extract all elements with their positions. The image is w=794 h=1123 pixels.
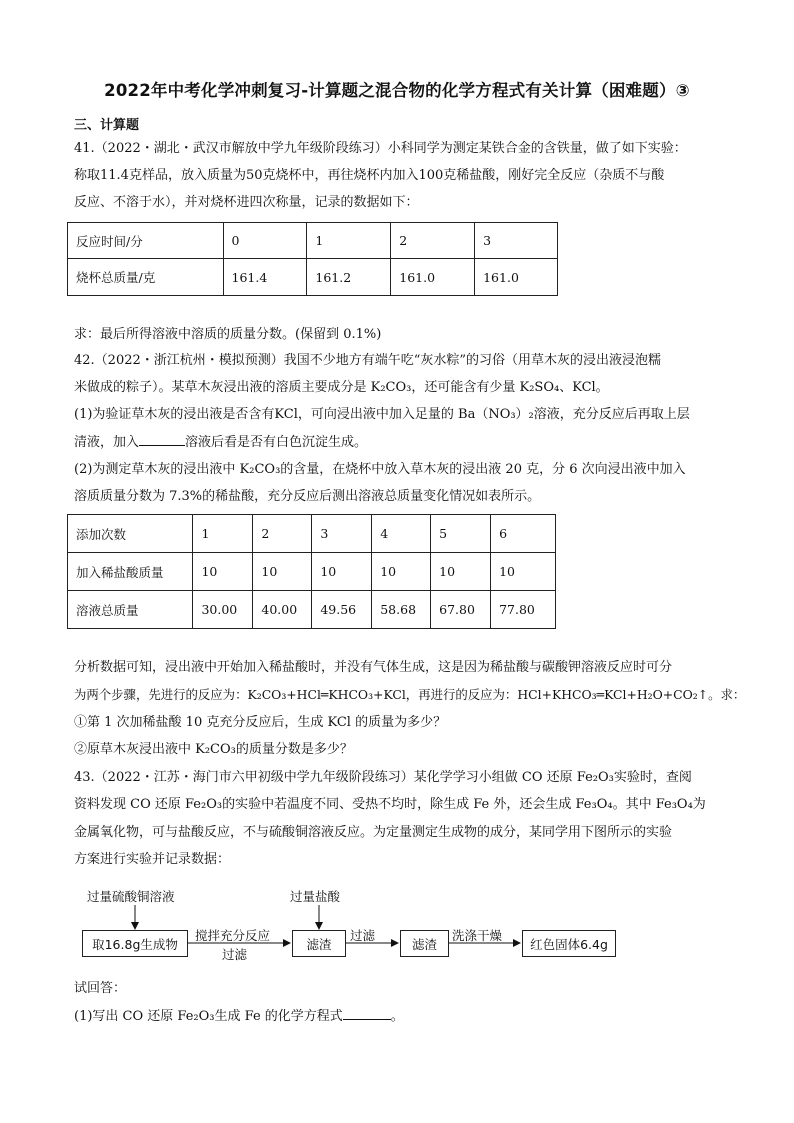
answer-blank[interactable] [139, 433, 185, 446]
table-cell: 49.56 [312, 591, 372, 629]
flow-box-result: 红色固体6.4g [522, 930, 616, 957]
table-cell: 161.0 [391, 259, 475, 296]
q42-line1: 42.（2022・浙江杭州・模拟预测）我国不少地方有端午吃“灰水粽”的习俗（用草木灰的浸出液浸泡糯 [74, 353, 662, 368]
table-cell: 161.4 [223, 259, 307, 296]
table-cell: 10 [372, 553, 431, 591]
q41-line1: 41.（2022・湖北・武汉市解放中学九年级阶段练习）小科同学为测定某铁合金的含铁量，做了如下实验： [74, 141, 687, 156]
q41-ask: 求：最后所得溶液中溶质的质量分数。(保留到 0.1%) [74, 327, 382, 342]
table-cell: 1 [193, 515, 253, 553]
flow-step2: 过滤 [350, 928, 376, 943]
q42-line2: 米做成的粽子）。某草木灰浸出液的溶质主要成分是 K₂CO₃，还可能含有少量 K₂SO₄、KCl。 [74, 380, 609, 395]
q43-answer-prompt: 试回答： [74, 981, 127, 996]
table-cell: 3 [475, 223, 558, 259]
table-cell: 1 [307, 223, 391, 259]
q43-line1: 43.（2022・江苏・海门市六甲初级中学九年级阶段练习）某化学学习小组做 CO 还原 Fe₂O₃实验时，查阅 [74, 770, 692, 785]
table-row [68, 223, 558, 259]
table-cell: 10 [312, 553, 372, 591]
q42-part1-text-pre: 清液，加入 [74, 435, 140, 450]
q42-ask1: ①第 1 次加稀盐酸 10 克充分反应后，生成 KCl 的质量为多少？ [74, 715, 447, 730]
answer-blank[interactable] [343, 1007, 391, 1020]
table-cell: 30.00 [193, 591, 253, 629]
flow-step3: 洗涤干燥 [452, 928, 503, 943]
q43-line3: 金属氧化物，可与盐酸反应，不与硫酸铜溶液反应。为定量测定生成物的成分，某同学用下图所示的实验 [74, 825, 673, 840]
q42-analysis-line2: 为两个步骤，先进行的反应为：K₂CO₃+HCl═KHCO₃+KCl，再进行的反应为：HCl+KHCO₃═KCl+H₂O+CO₂↑。求： [74, 687, 746, 702]
table-cell: 溶液总质量 [68, 591, 193, 629]
q42-part2-line1: (2)为测定草木灰的浸出液中 K₂CO₃的含量，在烧杯中放入草木灰的浸出液 20 克，分 6 次向浸出液中加入 [74, 462, 686, 477]
table-cell: 6 [491, 515, 556, 553]
table-cell: 加入稀盐酸质量 [68, 553, 193, 591]
table-cell: 3 [312, 515, 372, 553]
table-cell: 2 [253, 515, 312, 553]
table-row [68, 259, 558, 296]
q43-part1-text-pre: (1)写出 CO 还原 Fe₂O₃生成 Fe 的化学方程式 [74, 1009, 343, 1024]
table-cell: 10 [491, 553, 556, 591]
flow-box-residue2: 滤渣 [400, 930, 449, 957]
table-row [68, 553, 556, 591]
q41-line3: 反应、不溶于水），并对烧杯进四次称量，记录的数据如下： [74, 195, 419, 210]
flow-box-sample: 取16.8g生成物 [82, 930, 188, 957]
flow-step1-bottom: 过滤 [222, 947, 248, 962]
q43-line4: 方案进行实验并记录数据： [74, 852, 231, 867]
q42-part1-line1: (1)为验证草木灰的浸出液是否含有KCl，可向浸出液中加入足量的 Ba（NO₃）₂溶液，充分反应后再取上层 [74, 407, 690, 422]
table-cell: 0 [223, 223, 307, 259]
table-row [68, 515, 556, 553]
q42-part1-line2 [74, 433, 734, 452]
table-cell: 40.00 [253, 591, 312, 629]
table-cell: 161.0 [475, 259, 558, 296]
q42-part2-line2: 溶质质量分数为 7.3%的稀盐酸，充分反应后测出溶液总质量变化情况如表所示。 [74, 489, 541, 504]
table-cell: 添加次数 [68, 515, 193, 553]
q43-part1-text-post: 。 [390, 1009, 404, 1024]
q43-part1 [74, 1007, 734, 1026]
table-cell: 5 [431, 515, 491, 553]
section-title: 三、计算题 [74, 118, 140, 133]
q42-table [67, 514, 556, 629]
page-title: 2022年中考化学冲刺复习-计算题之混合物的化学方程式有关计算（困难题）③ [104, 81, 690, 100]
table-cell: 58.68 [372, 591, 431, 629]
table-cell: 77.80 [491, 591, 556, 629]
q42-part1-text-post: 溶液后看是否有白色沉淀生成。 [185, 435, 368, 450]
q43-line2: 资料发现 CO 还原 Fe₂O₃的实验中若温度不同、受热不均时，除生成 Fe 外，还会生成 Fe₃O₄。其中 Fe₃O₄为 [74, 797, 706, 812]
flow-reagent2: 过量盐酸 [290, 889, 341, 904]
q41-line2: 称取11.4克样品，放入质量为50克烧杯中，再往烧杯内加入100克稀盐酸，刚好完全反应（杂质不与酸 [74, 168, 665, 183]
q42-ask2: ②原草木灰浸出液中 K₂CO₃的质量分数是多少？ [74, 742, 353, 757]
table-cell: 161.2 [307, 259, 391, 296]
table-cell: 2 [391, 223, 475, 259]
table-row [68, 591, 556, 629]
table-cell: 烧杯总质量/克 [68, 259, 224, 296]
table-cell: 10 [431, 553, 491, 591]
table-cell: 4 [372, 515, 431, 553]
flow-box-residue1: 滤渣 [292, 930, 346, 957]
flow-reagent1: 过量硫酸铜溶液 [87, 889, 175, 904]
q42-analysis-line1: 分析数据可知，浸出液中开始加入稀盐酸时，并没有气体生成，这是因为稀盐酸与碳酸钾溶液反应时可分 [74, 660, 673, 675]
q41-table [67, 222, 558, 296]
table-cell: 67.80 [431, 591, 491, 629]
table-cell: 反应时间/分 [68, 223, 224, 259]
table-cell: 10 [193, 553, 253, 591]
flow-step1-top: 搅拌充分反应 [195, 928, 271, 943]
table-cell: 10 [253, 553, 312, 591]
